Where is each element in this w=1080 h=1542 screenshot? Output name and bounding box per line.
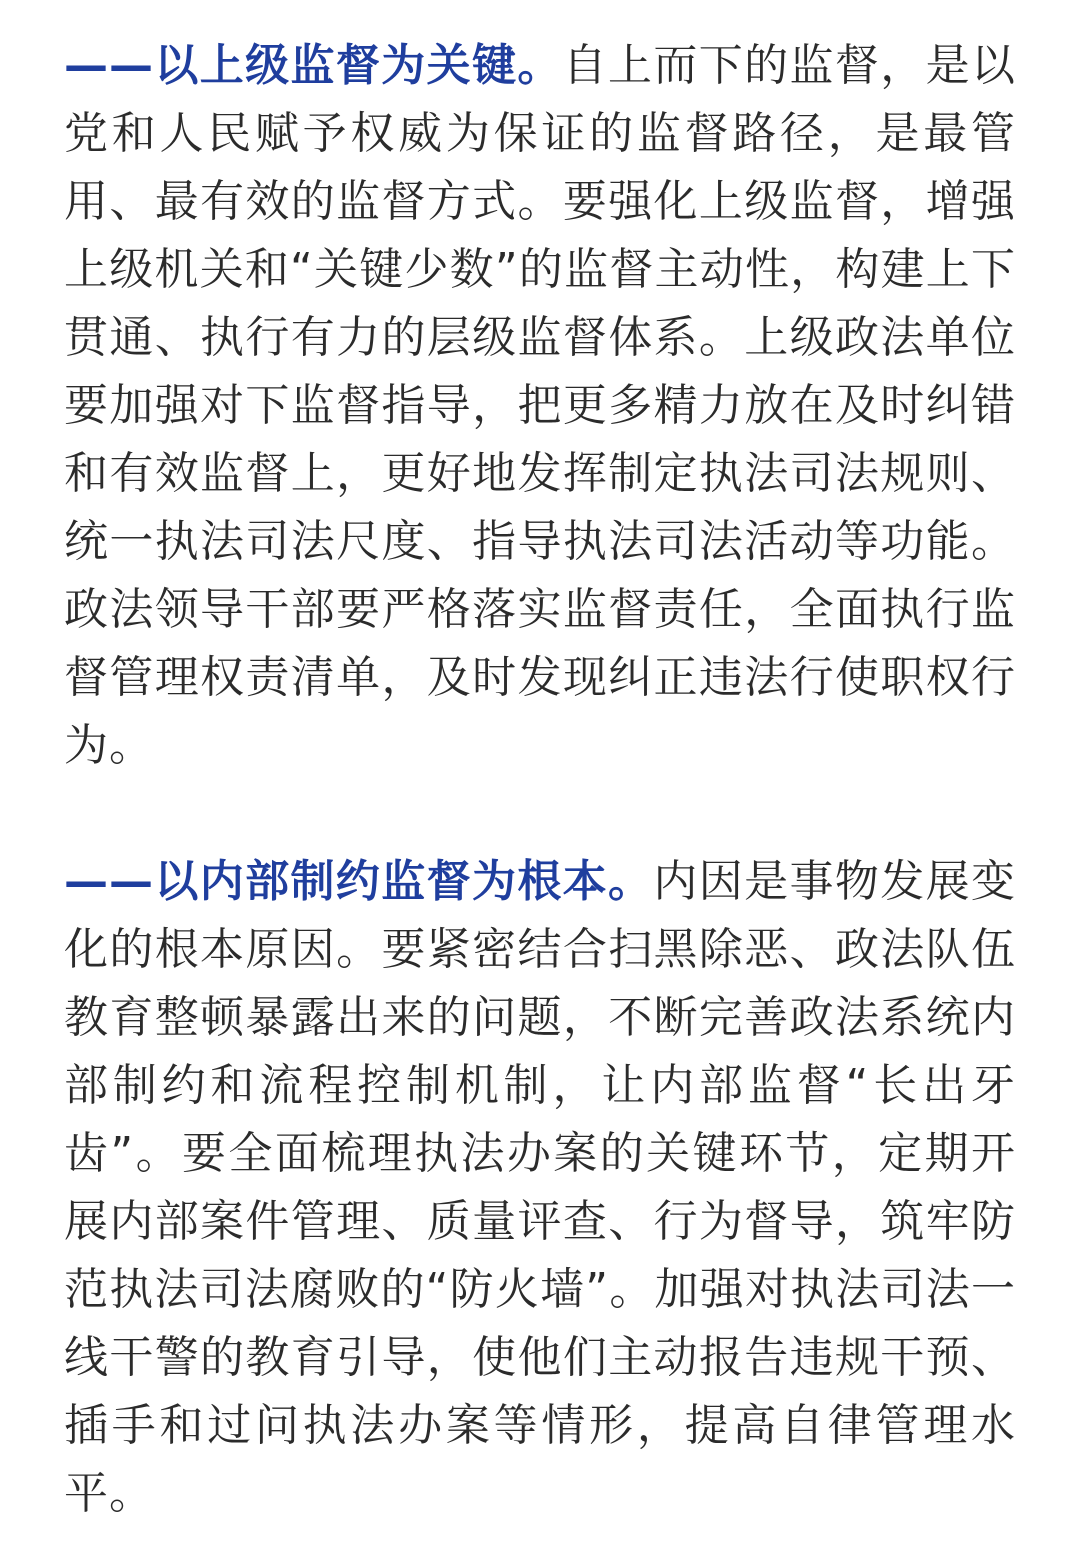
paragraph-lead-heading: ——以上级监督为关键。 <box>64 40 563 91</box>
article-body <box>64 32 1016 1528</box>
paragraph-internal-supervision <box>64 848 1016 1528</box>
paragraph-body-text: 内因是事物发展变化的根本原因。要紧密结合扫黑除恶、政法队伍教育整顿暴露出来的问题，不断完善政法系统内部制约和流程控制机制，让内部监督“长出牙齿”。要全面梳理执法办案的关键环节，定期开展内部案件管理、质量评查、行为督导，筑牢防范执法司法腐败的“防火墙”。加强对执法司法一线干警的教育引导，使他们主动报告违规干预、插手和过问执法办案等情形，提高自律管理水平。 <box>64 856 1017 1519</box>
paragraph-superior-supervision <box>64 32 1016 780</box>
paragraph-body-text: 自上而下的监督，是以党和人民赋予权威为保证的监督路径，是最管用、最有效的监督方式。要强化上级监督，增强上级机关和“关键少数”的监督主动性，构建上下贯通、执行有力的层级监督体系。上级政法单位要加强对下监督指导，把更多精力放在及时纠错和有效监督上，更好地发挥制定执法司法规则、统一执法司法尺度、指导执法司法活动等功能。政法领导干部要严格落实监督责任，全面执行监督管理权责清单，及时发现纠正违法行使职权行为。 <box>64 40 1017 771</box>
paragraph-lead-heading: ——以内部制约监督为根本。 <box>64 856 654 907</box>
